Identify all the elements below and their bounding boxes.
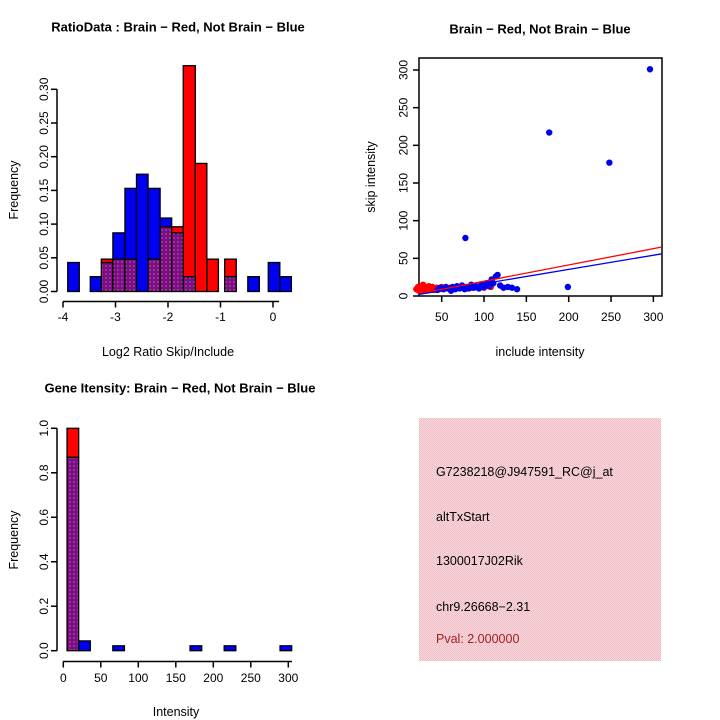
svg-text:-4: -4 (57, 310, 69, 324)
probe-id-text: G7238218@J947591_RC@j_at (436, 465, 613, 479)
svg-text:100: 100 (128, 671, 149, 685)
scatter-ylabel: skip intensity (364, 141, 378, 213)
gene-histogram-title: Gene Itensity: Brain − Red, Not Brain − Blue (44, 380, 316, 396)
svg-text:0: 0 (59, 671, 67, 685)
ratio-histogram-title: RatioData : Brain − Red, Not Brain − Blue (51, 19, 305, 35)
svg-text:-1: -1 (215, 310, 226, 324)
panel-gene-info (360, 360, 720, 720)
panel-gene-intensity-histogram (0, 360, 360, 720)
ratio-histogram-ylabel: Frequency (7, 160, 21, 220)
svg-text:0.6: 0.6 (37, 508, 51, 526)
svg-text:200: 200 (558, 310, 579, 324)
gene-histogram-ylabel: Frequency (7, 510, 21, 570)
scatter-canvas (360, 0, 720, 360)
svg-text:0.0: 0.0 (37, 642, 51, 660)
svg-text:100: 100 (396, 210, 411, 231)
ratio-histogram-canvas (0, 0, 360, 360)
svg-text:-3: -3 (110, 310, 121, 324)
panel-ratio-histogram (0, 0, 360, 360)
svg-text:0.15: 0.15 (37, 178, 51, 203)
svg-text:300: 300 (643, 310, 664, 324)
svg-text:0: 0 (269, 310, 277, 324)
gene-name-text: 1300017J02Rik (436, 554, 523, 568)
svg-text:300: 300 (396, 59, 411, 81)
svg-text:200: 200 (396, 135, 411, 156)
svg-text:0: 0 (396, 292, 411, 300)
svg-text:0.25: 0.25 (37, 111, 51, 135)
event-type-text: altTxStart (436, 510, 490, 524)
scatter-xlabel: include intensity (495, 345, 585, 359)
svg-text:0.30: 0.30 (37, 77, 51, 101)
gene-histogram-xlabel: Intensity (152, 705, 200, 719)
svg-text:0.05: 0.05 (37, 246, 51, 270)
svg-text:250: 250 (601, 310, 622, 324)
svg-text:50: 50 (435, 310, 449, 324)
svg-text:0.2: 0.2 (37, 597, 51, 615)
scatter-title: Brain − Red, Not Brain − Blue (449, 21, 631, 37)
svg-text:50: 50 (396, 251, 411, 266)
gene-info-box (419, 418, 661, 661)
svg-text:0.8: 0.8 (37, 464, 51, 482)
svg-text:100: 100 (474, 310, 495, 324)
svg-text:-2: -2 (162, 310, 174, 324)
svg-text:1.0: 1.0 (37, 419, 51, 437)
svg-text:0.20: 0.20 (37, 145, 51, 169)
svg-text:50: 50 (94, 671, 108, 685)
svg-text:250: 250 (396, 97, 411, 118)
svg-text:0.00: 0.00 (37, 279, 51, 304)
svg-text:150: 150 (165, 671, 186, 685)
svg-text:0.10: 0.10 (37, 212, 51, 236)
gene-histogram-canvas (0, 360, 360, 720)
svg-text:250: 250 (240, 671, 261, 685)
svg-text:200: 200 (203, 671, 224, 685)
panel-intensity-scatter (360, 0, 720, 360)
svg-text:150: 150 (516, 310, 537, 324)
svg-text:150: 150 (396, 172, 411, 194)
ratio-histogram-xlabel: Log2 Ratio Skip/Include (101, 345, 235, 359)
svg-text:0.4: 0.4 (37, 553, 51, 571)
svg-text:300: 300 (278, 671, 299, 685)
locus-text: chr9.26668−2.31 (436, 600, 531, 614)
pval-text: Pval: 2.000000 (436, 632, 520, 646)
